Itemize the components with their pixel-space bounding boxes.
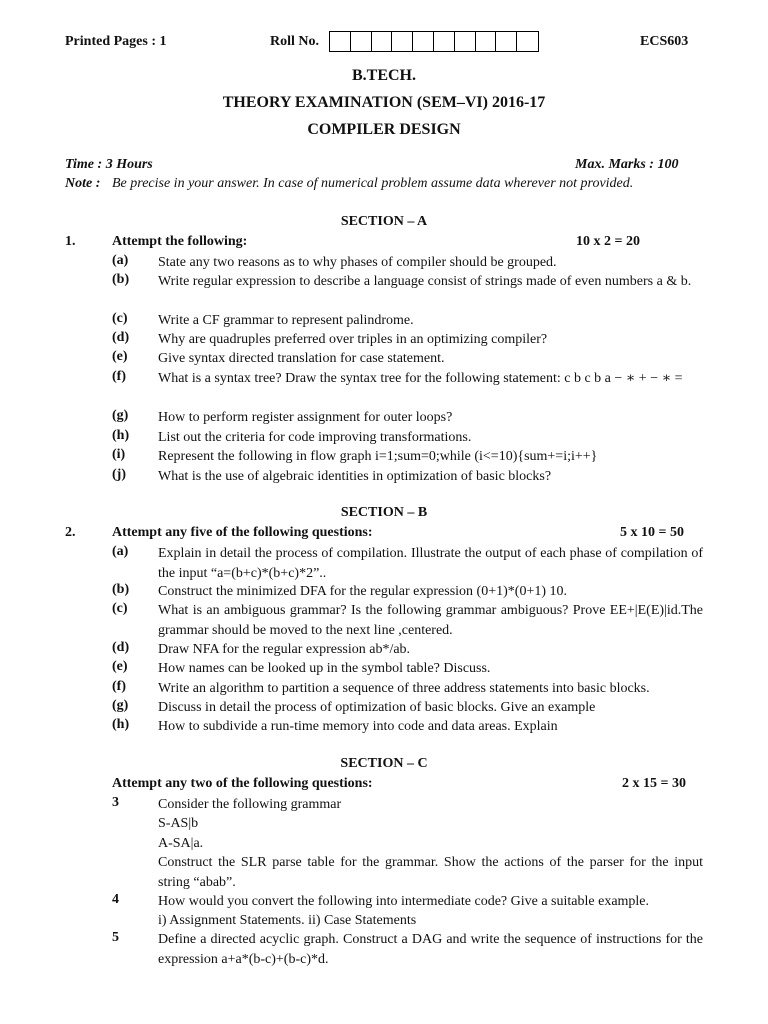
roll-number-cell — [517, 32, 538, 51]
item-label: (d) — [112, 640, 130, 655]
item-label: (i) — [112, 447, 126, 462]
note-text: Be precise in your answer. In case of numerical problem assume data wherever not provided. — [112, 176, 634, 191]
roll-number-cell — [392, 32, 413, 51]
item-label: (g) — [112, 408, 129, 423]
grammar-rule-a: A-SA|a. — [158, 836, 204, 851]
roll-number-cell — [372, 32, 393, 51]
question-4-subparts: i) Assignment Statements. ii) Case Statements — [158, 913, 417, 928]
item-text: Represent the following in flow graph i=1;sum=0;while (i<=10){sum+=i;i++} — [158, 449, 598, 464]
item-text: List out the criteria for code improving transformations. — [158, 430, 472, 445]
section-a-marks: 10 x 2 = 20 — [576, 234, 640, 249]
item-text: How to subdivide a run-time memory into code and data areas. Explain — [158, 719, 558, 734]
item-label: (f) — [112, 679, 126, 694]
item-label: (h) — [112, 717, 130, 732]
item-label: (b) — [112, 582, 130, 597]
item-text: Write an algorithm to partition a sequence of three address statements into basic blocks. — [158, 681, 650, 696]
item-label: (b) — [112, 272, 130, 287]
question-4-number: 4 — [112, 892, 119, 907]
section-b-heading: SECTION – B — [340, 505, 428, 520]
item-text: Give syntax directed translation for case statement. — [158, 351, 445, 366]
printed-pages: Printed Pages : 1 — [65, 34, 167, 49]
section-c-heading: SECTION – C — [340, 756, 428, 771]
roll-number-cell — [455, 32, 476, 51]
question-1-number: 1. — [65, 234, 76, 249]
item-label: (c) — [112, 311, 128, 326]
item-label: (a) — [112, 253, 129, 268]
item-text: Construct the minimized DFA for the regular expression (0+1)*(0+1) 10. — [158, 584, 568, 599]
item-text: What is an ambiguous grammar? Is the following grammar ambiguous? Prove EE+|E(E)|id.The grammar should be moved to the next line ,centered. — [158, 603, 703, 638]
roll-number-cell — [413, 32, 434, 51]
item-text: Draw NFA for the regular expression ab*/ab. — [158, 642, 411, 657]
item-label: (f) — [112, 369, 126, 384]
roll-number-cell — [330, 32, 351, 51]
item-label: (e) — [112, 659, 128, 674]
item-text: What is a syntax tree? Draw the syntax tree for the following statement: c b c b a − ∗ + − ∗ = — [158, 371, 683, 386]
roll-number-cell — [351, 32, 372, 51]
item-text: Why are quadruples preferred over triples in an optimizing compiler? — [158, 332, 548, 347]
roll-number-cell — [496, 32, 517, 51]
item-text: State any two reasons as to why phases of compiler should be grouped. — [158, 255, 557, 270]
item-text: Write regular expression to describe a language consist of strings made of even numbers a & b. — [158, 274, 692, 289]
section-a-heading: SECTION – A — [340, 214, 428, 229]
roll-no-label: Roll No. — [270, 34, 319, 49]
item-text: How to perform register assignment for outer loops? — [158, 410, 453, 425]
section-c-marks: 2 x 15 = 30 — [622, 776, 686, 791]
time-allowed: Time : 3 Hours — [65, 157, 153, 172]
question-3-number: 3 — [112, 795, 119, 810]
degree-title: B.TECH. — [351, 67, 416, 84]
paper-code: ECS603 — [640, 34, 689, 49]
section-b-instruction: Attempt any five of the following questions: — [112, 525, 373, 540]
max-marks: Max. Marks : 100 — [575, 157, 679, 172]
item-label: (d) — [112, 330, 130, 345]
note-label: Note : — [65, 176, 101, 191]
item-text: Discuss in detail the process of optimization of basic blocks. Give an example — [158, 700, 596, 715]
exam-title: THEORY EXAMINATION (SEM–VI) 2016-17 — [222, 94, 546, 111]
item-text: Explain in detail the process of compilation. Illustrate the output of each phase of compilation of the input “a=(b+c)*(b+c)*2”.. — [158, 546, 703, 581]
item-text: How names can be looked up in the symbol table? Discuss. — [158, 661, 491, 676]
question-5-number: 5 — [112, 930, 119, 945]
section-c-instruction: Attempt any two of the following questions: — [112, 776, 373, 791]
item-text: Write a CF grammar to represent palindrome. — [158, 313, 414, 328]
grammar-rule-s: S-AS|b — [158, 816, 199, 831]
item-label: (h) — [112, 428, 130, 443]
question-5-text: Define a directed acyclic graph. Construct a DAG and write the sequence of instructions for the expression a+a*(b-c)+(b-c)*d. — [158, 932, 703, 967]
question-3-text: Consider the following grammar — [158, 797, 342, 812]
item-label: (a) — [112, 544, 129, 559]
item-text: What is the use of algebraic identities in optimization of basic blocks? — [158, 469, 552, 484]
item-label: (c) — [112, 601, 128, 616]
roll-number-cell — [476, 32, 497, 51]
subject-title: COMPILER DESIGN — [307, 121, 461, 138]
question-3-task: Construct the SLR parse table for the grammar. Show the actions of the parser for the input string “abab”. — [158, 855, 703, 890]
section-a-instruction: Attempt the following: — [112, 234, 248, 249]
question-4-text: How would you convert the following into intermediate code? Give a suitable example. — [158, 894, 650, 909]
roll-number-boxes — [329, 31, 539, 52]
item-label: (j) — [112, 467, 126, 482]
item-label: (e) — [112, 349, 128, 364]
roll-number-cell — [434, 32, 455, 51]
item-label: (g) — [112, 698, 129, 713]
section-b-marks: 5 x 10 = 50 — [620, 525, 684, 540]
question-2-number: 2. — [65, 525, 76, 540]
